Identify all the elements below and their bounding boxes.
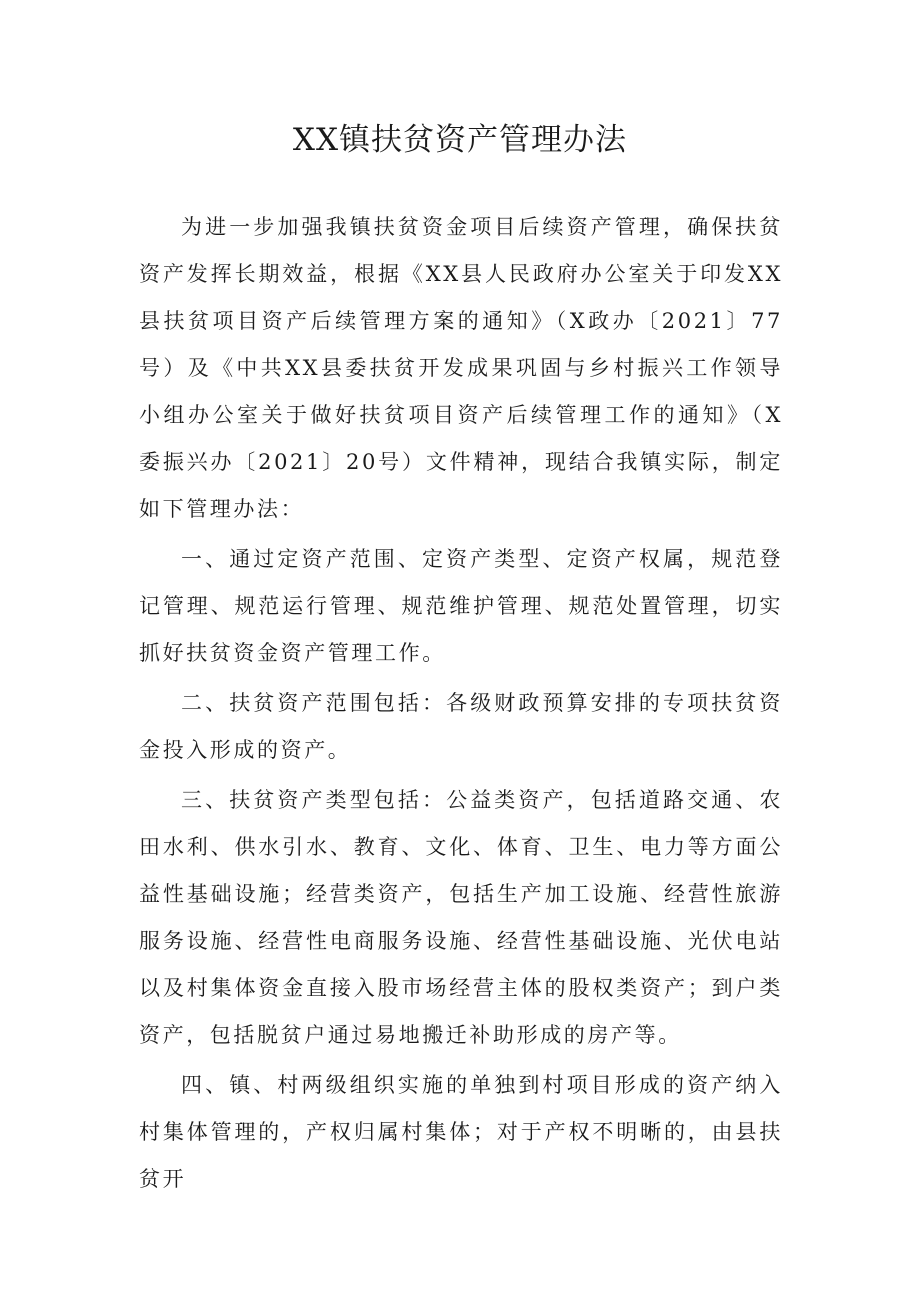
document-title: XX镇扶贫资产管理办法	[292, 122, 628, 158]
paragraph-preamble: 为进一步加强我镇扶贫资金项目后续资产管理，确保扶贫资产发挥长期效益，根据《XX县人民政府办公室关于印发XX县扶贫项目资产后续管理方案的通知》（X政办〔2021〕77号）及《中共XX县委扶贫开发成果巩固与乡村振兴工作领导小组办公室关于做好扶贫项目资产后续管理工作的通知》（X委振兴办〔2021〕20号）文件精神，现结合我镇实际，制定如下管理办法：	[139, 215, 783, 521]
paragraph-article-3: 三、扶贫资产类型包括：公益类资产，包括道路交通、农田水利、供水引水、教育、文化、体育、卫生、电力等方面公益性基础设施；经营类资产，包括生产加工设施、经营性旅游服务设施、经营性电商服务设施、经营性基础设施、光伏电站以及村集体资金直接入股市场经营主体的股权类资产；到户类资产，包括脱贫户通过易地搬迁补助形成的房产等。	[139, 788, 783, 1047]
paragraph-article-1: 一、通过定资产范围、定资产类型、定资产权属，规范登记管理、规范运行管理、规范维护管理、规范处置管理，切实抓好扶贫资金资产管理工作。	[139, 547, 783, 665]
document-body	[139, 204, 783, 1203]
paragraph-article-4: 四、镇、村两级组织实施的单独到村项目形成的资产纳入村集体管理的，产权归属村集体；对于产权不明晰的，由县扶贫开	[139, 1073, 783, 1191]
paragraph-article-2: 二、扶贫资产范围包括：各级财政预算安排的专项扶贫资金投入形成的资产。	[139, 691, 783, 762]
